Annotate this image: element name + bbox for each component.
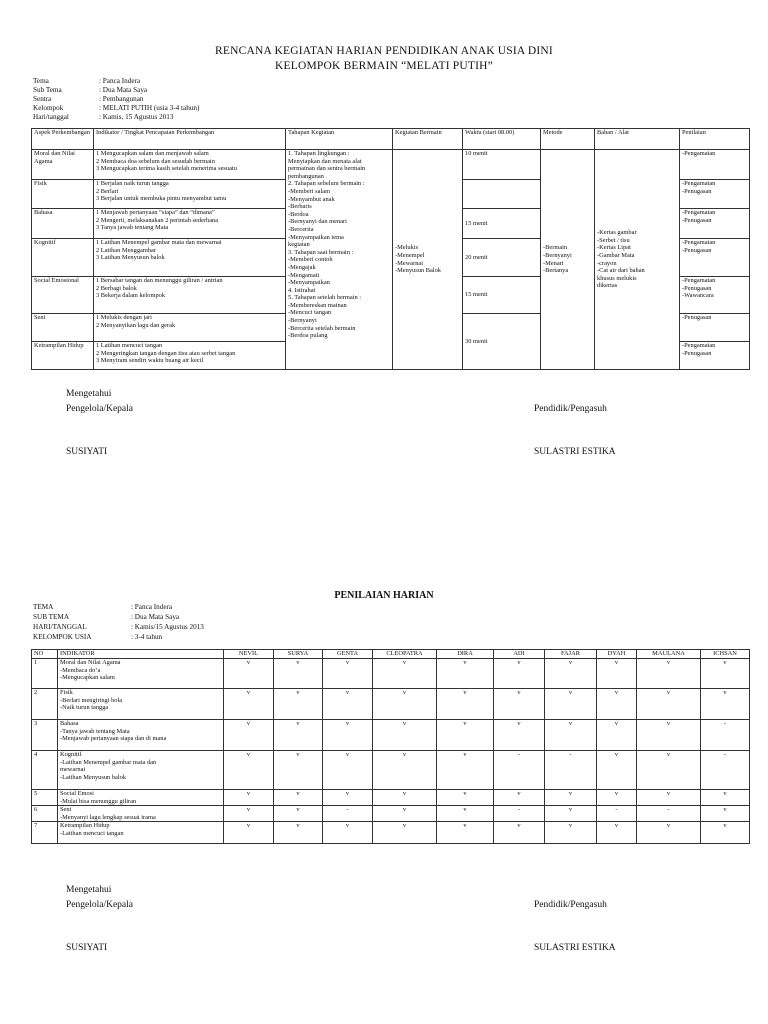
rkh-row bbox=[32, 150, 750, 180]
penilaian-mark: v bbox=[494, 790, 545, 806]
penilaian-sign-pengelola: Pengelola/Kepala bbox=[66, 900, 134, 910]
penilaian-name-right: SULASTRI ESTIKA bbox=[534, 943, 616, 953]
penilaian-info-block bbox=[33, 603, 333, 643]
rkh-header-row bbox=[32, 129, 750, 150]
rkh-info-label: Tema bbox=[33, 77, 49, 85]
rkh-sign-pengelola: Pengelola/Kepala bbox=[66, 404, 134, 414]
penilaian-mark: v bbox=[701, 790, 750, 806]
penilaian-indikator-item: Ketrampilan Hidup bbox=[60, 822, 110, 830]
penilaian-indikator-item: -Menjawab pertanyaan siapa dan di mana bbox=[60, 735, 167, 743]
penilaian-mark: v bbox=[597, 790, 637, 806]
penilaian-mark: v bbox=[274, 751, 323, 790]
rkh-indikator bbox=[94, 342, 286, 370]
penilaian-info-value: : Panca Indera bbox=[131, 603, 173, 611]
penilaian-mark: v bbox=[323, 790, 373, 806]
penilaian-header-row bbox=[32, 650, 750, 659]
rkh-indikator bbox=[94, 150, 286, 180]
rkh-waktu: 30 menit bbox=[463, 314, 541, 370]
rkh-tahapan-item: kegiatan bbox=[288, 241, 310, 249]
rkh-info-block bbox=[33, 77, 333, 125]
penilaian-header-child: GENTA bbox=[323, 650, 373, 659]
rkh-indikator-item: 3 Bekerja dalam kelompok bbox=[96, 292, 166, 300]
penilaian-mark: v bbox=[224, 689, 274, 720]
rkh-info-value: : Dua Mata Saya bbox=[99, 86, 148, 94]
penilaian-row bbox=[32, 720, 750, 751]
rkh-tahapan-item: -Bernyanyi bbox=[288, 317, 317, 325]
rkh-tahapan-item: -Menyampaikan tema bbox=[288, 233, 344, 241]
penilaian-indikator bbox=[58, 751, 224, 790]
penilaian-indikator-item: Seni bbox=[60, 806, 72, 814]
penilaian-mark: v bbox=[224, 790, 274, 806]
rkh-tahapan-item: 2. Tahapan sebelum bermain : bbox=[288, 180, 365, 188]
rkh-indikator-item: 2 Mengeringkan tangan dengan tisu atau serbet tangan bbox=[96, 349, 236, 357]
penilaian-mark: - bbox=[545, 751, 597, 790]
penilaian-no: 5 bbox=[32, 790, 58, 806]
penilaian-indikator bbox=[58, 790, 224, 806]
rkh-metode-cell bbox=[541, 150, 595, 370]
rkh-tahapan-item: -Memberi salam bbox=[288, 187, 331, 195]
penilaian-info-label: KELOMPOK USIA bbox=[33, 633, 92, 641]
penilaian-mark: v bbox=[274, 720, 323, 751]
penilaian-header-child: ICHSAN bbox=[701, 650, 750, 659]
rkh-tahapan-item: -Berdoa bbox=[288, 210, 309, 218]
penilaian-mark: v bbox=[224, 659, 274, 689]
penilaian-indikator-item: -Latihan Menyusun balok bbox=[60, 773, 127, 781]
rkh-indikator-item: 1 Melukis dengan jari bbox=[96, 314, 152, 321]
penilaian-mark: v bbox=[701, 822, 750, 844]
rkh-bahan-item: -Gambar Mata bbox=[597, 251, 635, 259]
penilaian-indikator bbox=[58, 806, 224, 822]
penilaian-mark: v bbox=[437, 822, 494, 844]
penilaian-name-left: SUSIYATI bbox=[66, 943, 108, 953]
penilaian-mark: v bbox=[323, 720, 373, 751]
rkh-indikator-item: 1 Mengucapkan salam dan menjawab salam bbox=[96, 150, 209, 157]
penilaian-indikator-item: -Membaca do’a bbox=[60, 666, 101, 674]
penilaian-mark: v bbox=[373, 659, 437, 689]
penilaian-indikator-item: -Mengucapkan salam bbox=[60, 674, 115, 682]
penilaian-header-no: NO bbox=[32, 650, 58, 659]
rkh-kegiatan-item: -Menempel bbox=[395, 251, 425, 259]
penilaian-mark: v bbox=[701, 689, 750, 720]
penilaian-info-label: SUB TEMA bbox=[33, 613, 70, 621]
rkh-kegiatan-item: -Melukis bbox=[395, 244, 419, 252]
rkh-tahapan-item: -Bercerita setelah bermain bbox=[288, 324, 356, 332]
penilaian-mark: - bbox=[494, 806, 545, 822]
rkh-indikator-item: 3 Menyiram sendiri waktu buang air kecil bbox=[96, 357, 204, 365]
penilaian-mark: v bbox=[637, 689, 701, 720]
rkh-name-left: SUSIYATI bbox=[66, 447, 108, 457]
rkh-info-label: Sub Tema bbox=[33, 86, 62, 94]
rkh-indikator bbox=[94, 277, 286, 314]
penilaian-mark: v bbox=[701, 806, 750, 822]
penilaian-indikator-item: -Latihan mencuci tangan bbox=[60, 829, 124, 837]
rkh-table bbox=[31, 128, 750, 370]
penilaian-header-child: DIRA bbox=[437, 650, 494, 659]
penilaian-sign-pendidik: Pendidik/Pengasuh bbox=[534, 900, 607, 910]
penilaian-indikator-item: -Mulai bisa menunggu giliran bbox=[60, 797, 137, 805]
penilaian-header-indikator: INDIKATOR bbox=[58, 650, 224, 659]
rkh-indikator-item: 2 Membaca doa sebelum dan sesudah bermain bbox=[96, 157, 215, 165]
rkh-indikator bbox=[94, 209, 286, 239]
rkh-indikator bbox=[94, 180, 286, 209]
rkh-metode-item: -Bermain bbox=[543, 244, 568, 252]
rkh-info-value: : Kamis, 15 Agustus 2013 bbox=[99, 113, 174, 121]
rkh-aspek: Seni bbox=[32, 314, 94, 342]
rkh-header-indikator: Indikator / Tingkat Pencapaian Perkembangan bbox=[94, 129, 286, 150]
rkh-title-line2: KELOMPOK BERMAIN “MELATI PUTIH” bbox=[275, 60, 493, 72]
rkh-aspek: Ketrampilan Hidup bbox=[32, 342, 94, 370]
rkh-waktu bbox=[463, 180, 541, 209]
penilaian-mark: v bbox=[373, 806, 437, 822]
penilaian-mark: v bbox=[597, 659, 637, 689]
penilaian-mark: v bbox=[224, 751, 274, 790]
rkh-indikator-item: 3 Berjalan untuk membuka pintu menyambut tamu bbox=[96, 195, 227, 203]
rkh-sign-mengetahui: Mengetahui bbox=[66, 389, 112, 399]
rkh-tahapan-item: 5. Tahapan setelah bermain : bbox=[288, 294, 362, 302]
rkh-bahan-item: -crayon bbox=[597, 259, 617, 267]
rkh-tahapan-item: -Membereskan mainan bbox=[288, 301, 347, 309]
rkh-tahapan-item: -Mengamati bbox=[288, 271, 320, 279]
penilaian-mark: v bbox=[597, 689, 637, 720]
rkh-metode-item: -Menari bbox=[543, 259, 564, 267]
rkh-tahapan-item: 4. Istirahat bbox=[288, 286, 316, 294]
rkh-aspek: Fisik bbox=[32, 180, 94, 209]
rkh-penilaian-item: -Penugasan bbox=[682, 187, 712, 195]
penilaian-mark: v bbox=[373, 790, 437, 806]
rkh-tahapan-item: 3. Tahapan saat bermain : bbox=[288, 248, 354, 256]
rkh-bahan-item: -Kertas Lipat bbox=[597, 244, 631, 252]
penilaian-row bbox=[32, 790, 750, 806]
rkh-penilaian bbox=[680, 209, 750, 239]
rkh-bahan-cell bbox=[595, 150, 680, 370]
rkh-info-label: Sentra bbox=[33, 95, 52, 103]
penilaian-mark: v bbox=[373, 751, 437, 790]
rkh-penilaian-item: -Pengamatan bbox=[682, 342, 716, 349]
rkh-header-kegiatan: Kegiatan Bermain bbox=[393, 129, 463, 150]
penilaian-mark: v bbox=[323, 689, 373, 720]
rkh-penilaian-item: -Penugasan bbox=[682, 314, 712, 321]
rkh-tahapan-cell bbox=[286, 150, 393, 370]
rkh-tahapan-item: 1. Tahapan lingkungan : bbox=[288, 150, 350, 157]
rkh-info-label: Hari/tanggal bbox=[33, 113, 69, 121]
rkh-tahapan-item: -Menyampaikan bbox=[288, 279, 330, 287]
rkh-indikator-item: 1 Latihan Menempel gambar mata dan mewarnai bbox=[96, 239, 222, 246]
rkh-indikator-item: 2 Mengerti, melaksanakan 2 perintah sederhana bbox=[96, 216, 219, 224]
penilaian-mark: - bbox=[323, 806, 373, 822]
rkh-penilaian bbox=[680, 239, 750, 277]
penilaian-mark: v bbox=[437, 659, 494, 689]
penilaian-mark: v bbox=[597, 822, 637, 844]
rkh-waktu: 10 menit bbox=[463, 150, 541, 180]
rkh-header-tahapan: Tahapan Kegiatan bbox=[286, 129, 393, 150]
penilaian-mark: v bbox=[274, 659, 323, 689]
penilaian-body bbox=[32, 659, 750, 844]
rkh-kegiatan-item: -Menyusun Balok bbox=[395, 267, 441, 275]
rkh-indikator bbox=[94, 314, 286, 342]
penilaian-no: 1 bbox=[32, 659, 58, 689]
penilaian-no: 2 bbox=[32, 689, 58, 720]
penilaian-row bbox=[32, 751, 750, 790]
rkh-info-label: Kelompok bbox=[33, 104, 64, 112]
rkh-indikator-item: 1 Latihan mencuci tangan bbox=[96, 342, 163, 349]
penilaian-mark: v bbox=[494, 822, 545, 844]
penilaian-mark: v bbox=[545, 659, 597, 689]
penilaian-info-label: TEMA bbox=[33, 603, 54, 611]
penilaian-header-child: FAJAR bbox=[545, 650, 597, 659]
penilaian-table bbox=[31, 649, 750, 844]
rkh-penilaian-item: -Pengamatan bbox=[682, 209, 716, 216]
penilaian-info-label: HARI/TANGGAL bbox=[33, 623, 87, 631]
penilaian-indikator-item: Fisik bbox=[60, 689, 73, 696]
penilaian-mark: v bbox=[545, 689, 597, 720]
rkh-header-aspek: Aspek Perkembangan bbox=[32, 129, 94, 150]
rkh-indikator-item: 2 Latihan Menggambar bbox=[96, 246, 156, 254]
penilaian-mark: v bbox=[637, 822, 701, 844]
penilaian-header-child: CLEOPATRA bbox=[373, 650, 437, 659]
rkh-info-value: : MELATI PUTIH (usia 3-4 tahun) bbox=[99, 104, 200, 112]
rkh-tahapan-item: -Bernyanyi dan menari bbox=[288, 218, 347, 226]
rkh-tahapan-item: permainan dan sentra bermain bbox=[288, 165, 366, 173]
penilaian-mark: - bbox=[597, 806, 637, 822]
penilaian-mark: v bbox=[637, 659, 701, 689]
penilaian-mark: v bbox=[437, 790, 494, 806]
rkh-penilaian-item: -Penugasan bbox=[682, 284, 712, 292]
penilaian-indikator bbox=[58, 822, 224, 844]
rkh-aspek: Bahasa bbox=[32, 209, 94, 239]
rkh-bahan-item: khusus melukis bbox=[597, 274, 637, 282]
rkh-kegiatan-cell bbox=[393, 150, 463, 370]
penilaian-row bbox=[32, 806, 750, 822]
rkh-indikator bbox=[94, 239, 286, 277]
penilaian-row bbox=[32, 659, 750, 689]
penilaian-header-child: SURYA bbox=[274, 650, 323, 659]
rkh-penilaian bbox=[680, 314, 750, 342]
rkh-indikator-item: 3 Mengucapkan terima kasih setelah menerima sesuatu bbox=[96, 165, 237, 173]
penilaian-indikator-item: mewarnai bbox=[60, 766, 86, 774]
rkh-tahapan-item: pembangunan bbox=[288, 172, 324, 180]
rkh-tahapan-item: Menyiapkan dan menata alat bbox=[288, 157, 362, 165]
penilaian-mark: v bbox=[597, 720, 637, 751]
penilaian-mark: - bbox=[637, 806, 701, 822]
penilaian-header-child: DYAH bbox=[597, 650, 637, 659]
penilaian-mark: - bbox=[494, 751, 545, 790]
rkh-indikator-item: 2 Berlari bbox=[96, 187, 119, 195]
rkh-penilaian-item: -Wawancara bbox=[682, 292, 714, 300]
penilaian-info-value: : 3-4 tahun bbox=[131, 633, 163, 641]
penilaian-mark: v bbox=[274, 806, 323, 822]
penilaian-mark: v bbox=[701, 659, 750, 689]
penilaian-mark: v bbox=[323, 659, 373, 689]
rkh-header-metode: Metode bbox=[541, 129, 595, 150]
penilaian-header-child: ADI bbox=[494, 650, 545, 659]
penilaian-indikator bbox=[58, 659, 224, 689]
penilaian-mark: v bbox=[437, 720, 494, 751]
rkh-indikator-item: 2 Berbagi balok bbox=[96, 284, 137, 292]
rkh-tahapan-item: -Berbaris bbox=[288, 203, 312, 211]
penilaian-info-value: : Kamis/15 Agustus 2013 bbox=[131, 623, 204, 631]
rkh-penilaian-item: -Pengamatan bbox=[682, 150, 716, 157]
rkh-metode-item: -Bertanya bbox=[543, 267, 569, 275]
penilaian-header-child: MAULANA bbox=[637, 650, 701, 659]
penilaian-indikator-item: -Latihan Menempel gambar mata dan bbox=[60, 758, 157, 766]
rkh-kegiatan-item: -Mewarnai bbox=[395, 259, 424, 267]
rkh-metode-item: -Bernyanyi bbox=[543, 251, 572, 259]
penilaian-mark: v bbox=[545, 790, 597, 806]
rkh-bahan-item: dikertas bbox=[597, 282, 618, 290]
penilaian-mark: v bbox=[274, 822, 323, 844]
penilaian-mark: v bbox=[373, 689, 437, 720]
rkh-tahapan-item: -Mengajak bbox=[288, 263, 316, 271]
rkh-indikator-item: 1 Berjalan naik turun tangga bbox=[96, 180, 169, 187]
penilaian-mark: v bbox=[637, 790, 701, 806]
rkh-penilaian-item: -Penugasan bbox=[682, 246, 712, 254]
rkh-penilaian bbox=[680, 342, 750, 370]
penilaian-mark: v bbox=[437, 689, 494, 720]
penilaian-mark: - bbox=[701, 751, 750, 790]
rkh-indikator-item: 3 Tanya jawab tentang Mata bbox=[96, 224, 169, 232]
rkh-bahan-item: -Cat air dari bahan bbox=[597, 267, 645, 275]
penilaian-indikator-item: -Berlari mengiringi bola bbox=[60, 696, 123, 704]
rkh-sign-pendidik: Pendidik/Pengasuh bbox=[534, 404, 607, 414]
rkh-bahan-item: -Kertas gambar bbox=[597, 229, 637, 237]
rkh-penilaian-item: -Pengamatan bbox=[682, 277, 716, 284]
rkh-penilaian-item: -Penugasan bbox=[682, 349, 712, 357]
rkh-tahapan-item: -Berdoa pulang bbox=[288, 332, 328, 340]
rkh-tahapan-item: -Bercerita bbox=[288, 225, 314, 233]
penilaian-mark: - bbox=[701, 720, 750, 751]
rkh-name-right: SULASTRI ESTIKA bbox=[534, 447, 616, 457]
penilaian-mark: v bbox=[437, 806, 494, 822]
penilaian-header-child: NEVIL bbox=[224, 650, 274, 659]
rkh-indikator-item: 1 Menjawab pertanyaan “siapa” dan “dimana” bbox=[96, 209, 215, 216]
rkh-indikator-item: 1 Bersabar tangan dan menunggu giliran / antrian bbox=[96, 277, 223, 284]
rkh-bahan-item: -Serbet / tisu bbox=[597, 236, 630, 244]
rkh-info-value: : Panca Indera bbox=[99, 77, 141, 85]
penilaian-mark: v bbox=[545, 806, 597, 822]
penilaian-indikator-item: -Menyanyi lagu lengkap sesuai irama bbox=[60, 813, 156, 821]
penilaian-mark: v bbox=[494, 659, 545, 689]
rkh-title-line1: RENCANA KEGIATAN HARIAN PENDIDIKAN ANAK USIA DINI bbox=[215, 45, 553, 57]
rkh-waktu: 20 menit bbox=[463, 239, 541, 277]
penilaian-no: 4 bbox=[32, 751, 58, 790]
penilaian-mark: v bbox=[597, 751, 637, 790]
rkh-indikator-item: 3 Latihan Menyusun balok bbox=[96, 254, 165, 262]
rkh-aspek: Moral dan Nilai Agama bbox=[32, 150, 94, 180]
rkh-tahapan-item: -Memberi contoh bbox=[288, 256, 333, 264]
rkh-waktu: 15 menit bbox=[463, 209, 541, 239]
rkh-penilaian bbox=[680, 180, 750, 209]
penilaian-mark: v bbox=[437, 751, 494, 790]
penilaian-row bbox=[32, 822, 750, 844]
penilaian-no: 6 bbox=[32, 806, 58, 822]
penilaian-mark: v bbox=[637, 720, 701, 751]
penilaian-mark: v bbox=[545, 720, 597, 751]
penilaian-mark: v bbox=[323, 751, 373, 790]
penilaian-sign-mengetahui: Mengetahui bbox=[66, 885, 112, 895]
penilaian-mark: v bbox=[494, 689, 545, 720]
penilaian-mark: v bbox=[323, 822, 373, 844]
penilaian-no: 3 bbox=[32, 720, 58, 751]
rkh-header-penilaian: Penilaian bbox=[680, 129, 750, 150]
rkh-tahapan-item: -Menyambut anak bbox=[288, 195, 335, 203]
rkh-penilaian-item: -Pengamatan bbox=[682, 239, 716, 246]
rkh-waktu: 15 menit bbox=[463, 277, 541, 314]
penilaian-no: 7 bbox=[32, 822, 58, 844]
penilaian-indikator-item: Kognitif bbox=[60, 751, 82, 758]
penilaian-mark: v bbox=[637, 751, 701, 790]
penilaian-mark: v bbox=[224, 822, 274, 844]
rkh-aspek: Social Emosional bbox=[32, 277, 94, 314]
rkh-indikator-item: 2 Menyanyikan lagu dan gerak bbox=[96, 321, 176, 329]
penilaian-mark: v bbox=[274, 790, 323, 806]
rkh-header-waktu: Waktu (start 08.00) bbox=[463, 129, 541, 150]
penilaian-title: PENILAIAN HARIAN bbox=[334, 590, 434, 601]
penilaian-mark: v bbox=[494, 720, 545, 751]
penilaian-indikator-item: -Tanya jawab tentang Mata bbox=[60, 727, 130, 735]
penilaian-mark: v bbox=[373, 822, 437, 844]
penilaian-indikator-item: -Naik turun tangga bbox=[60, 704, 109, 712]
rkh-header-bahan: Bahan / Alat bbox=[595, 129, 680, 150]
rkh-info-value: : Pembangunan bbox=[99, 95, 144, 103]
penilaian-indikator-item: Social Emosi bbox=[60, 790, 94, 797]
penilaian-indikator-item: Moral dan Nilai Agama bbox=[60, 659, 121, 666]
rkh-penilaian bbox=[680, 277, 750, 314]
penilaian-mark: v bbox=[224, 720, 274, 751]
penilaian-row bbox=[32, 689, 750, 720]
rkh-penilaian bbox=[680, 150, 750, 180]
rkh-aspek: Kognitif bbox=[32, 239, 94, 277]
penilaian-indikator bbox=[58, 720, 224, 751]
penilaian-mark: v bbox=[545, 822, 597, 844]
penilaian-info-value: : Dua Mata Saya bbox=[131, 613, 180, 621]
rkh-penilaian-item: -Pengamatan bbox=[682, 180, 716, 187]
rkh-tahapan-item: -Mencuci tangan bbox=[288, 309, 332, 317]
penilaian-mark: v bbox=[274, 689, 323, 720]
penilaian-indikator-item: Bahasa bbox=[60, 720, 79, 727]
penilaian-indikator bbox=[58, 689, 224, 720]
penilaian-mark: v bbox=[224, 806, 274, 822]
penilaian-mark: v bbox=[373, 720, 437, 751]
rkh-penilaian-item: -Penugasan bbox=[682, 216, 712, 224]
